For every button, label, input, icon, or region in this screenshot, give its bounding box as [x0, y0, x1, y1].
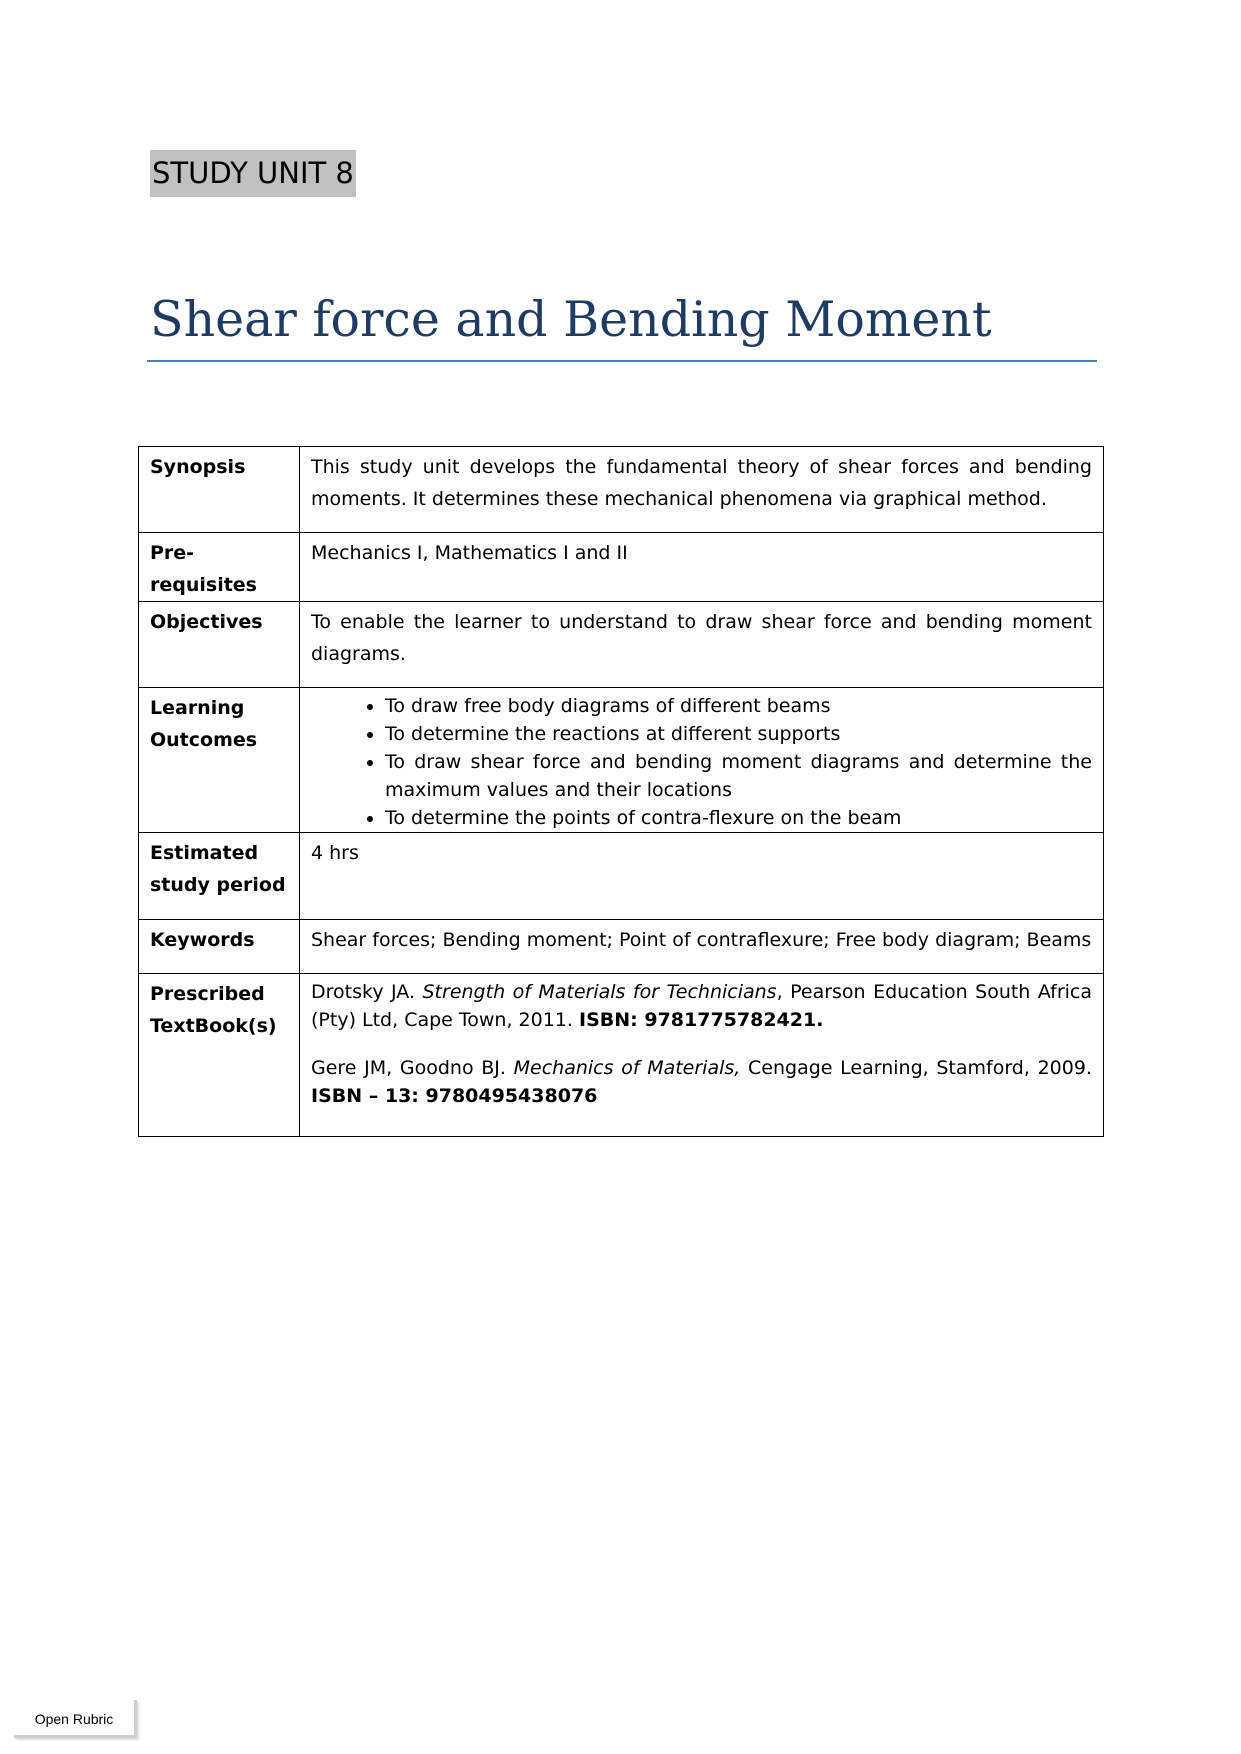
title-underline — [147, 360, 1097, 362]
list-item: • To determine the reactions at different supports — [385, 720, 1092, 748]
table-row-objectives — [139, 602, 1104, 688]
table-row-textbooks — [139, 974, 1104, 1137]
textbooks-cell — [300, 974, 1104, 1137]
learning-outcomes-label — [139, 688, 300, 833]
learning-outcomes-cell — [300, 688, 1104, 833]
page-title: Shear force and Bending Moment — [150, 291, 992, 348]
prerequisites-text: Mechanics I, Mathematics I and II — [300, 533, 1104, 602]
table-row-learning-outcomes — [139, 688, 1104, 833]
table-row-prerequisites — [139, 533, 1104, 602]
textbook-1-isbn: ISBN: 9781775782421. — [579, 1009, 824, 1031]
study-period-label-line1: Estimated — [150, 842, 259, 864]
synopsis-label: Synopsis — [139, 447, 300, 533]
study-period-label — [139, 833, 300, 920]
textbook-2-authors: Gere JM, Goodno BJ. — [311, 1057, 514, 1079]
study-period-text: 4 hrs — [300, 833, 1104, 920]
list-item: • To draw shear force and bending moment diagrams and determine the maximum values and their locations — [385, 748, 1092, 804]
objectives-label: Objectives — [139, 602, 300, 688]
learning-outcomes-list — [311, 692, 1092, 832]
textbooks-label-line2: TextBook(s) — [150, 1015, 277, 1037]
keywords-text: Shear forces; Bending moment; Point of contraflexure; Free body diagram; Beams — [300, 920, 1104, 974]
textbook-reference-2 — [311, 1054, 1092, 1110]
textbook-1-authors: Drotsky JA. — [311, 981, 423, 1003]
study-unit-label: STUDY UNIT 8 — [150, 150, 356, 197]
textbooks-label-line1: Prescribed — [150, 983, 265, 1005]
table-row-study-period — [139, 833, 1104, 920]
textbook-reference-1 — [311, 978, 1092, 1034]
prerequisites-label: Pre-requisites — [139, 533, 300, 602]
textbook-1-title: Strength of Materials for Technicians — [422, 981, 777, 1003]
synopsis-text: This study unit develops the fundamental theory of shear forces and bending moments. It determines these mechanical phenomena via graphical method. — [300, 447, 1104, 533]
textbook-2-isbn: ISBN – 13: 9780495438076 — [311, 1085, 598, 1107]
list-item: • To draw free body diagrams of different beams — [385, 692, 1092, 720]
learning-outcomes-label-line1: Learning — [150, 697, 245, 719]
textbook-2-publisher: Cengage Learning, Stamford, 2009. — [740, 1057, 1092, 1079]
objectives-text: To enable the learner to understand to draw shear force and bending moment diagrams. — [300, 602, 1104, 688]
textbooks-label — [139, 974, 300, 1137]
textbook-1-publisher: , Pearson Education South Africa (Pty) Ltd, Cape Town, 2011. — [311, 981, 1093, 1031]
table-row-keywords — [139, 920, 1104, 974]
learning-outcomes-label-line2: Outcomes — [150, 729, 258, 751]
table-row-synopsis — [139, 447, 1104, 533]
study-period-label-line2: study period — [150, 874, 286, 896]
study-unit-info-table — [138, 446, 1104, 1137]
textbook-2-title: Mechanics of Materials, — [513, 1057, 741, 1079]
open-rubric-button[interactable]: Open Rubric — [14, 1700, 137, 1738]
keywords-label: Keywords — [139, 920, 300, 974]
list-item: • To determine the points of contra-flexure on the beam — [385, 804, 1092, 832]
